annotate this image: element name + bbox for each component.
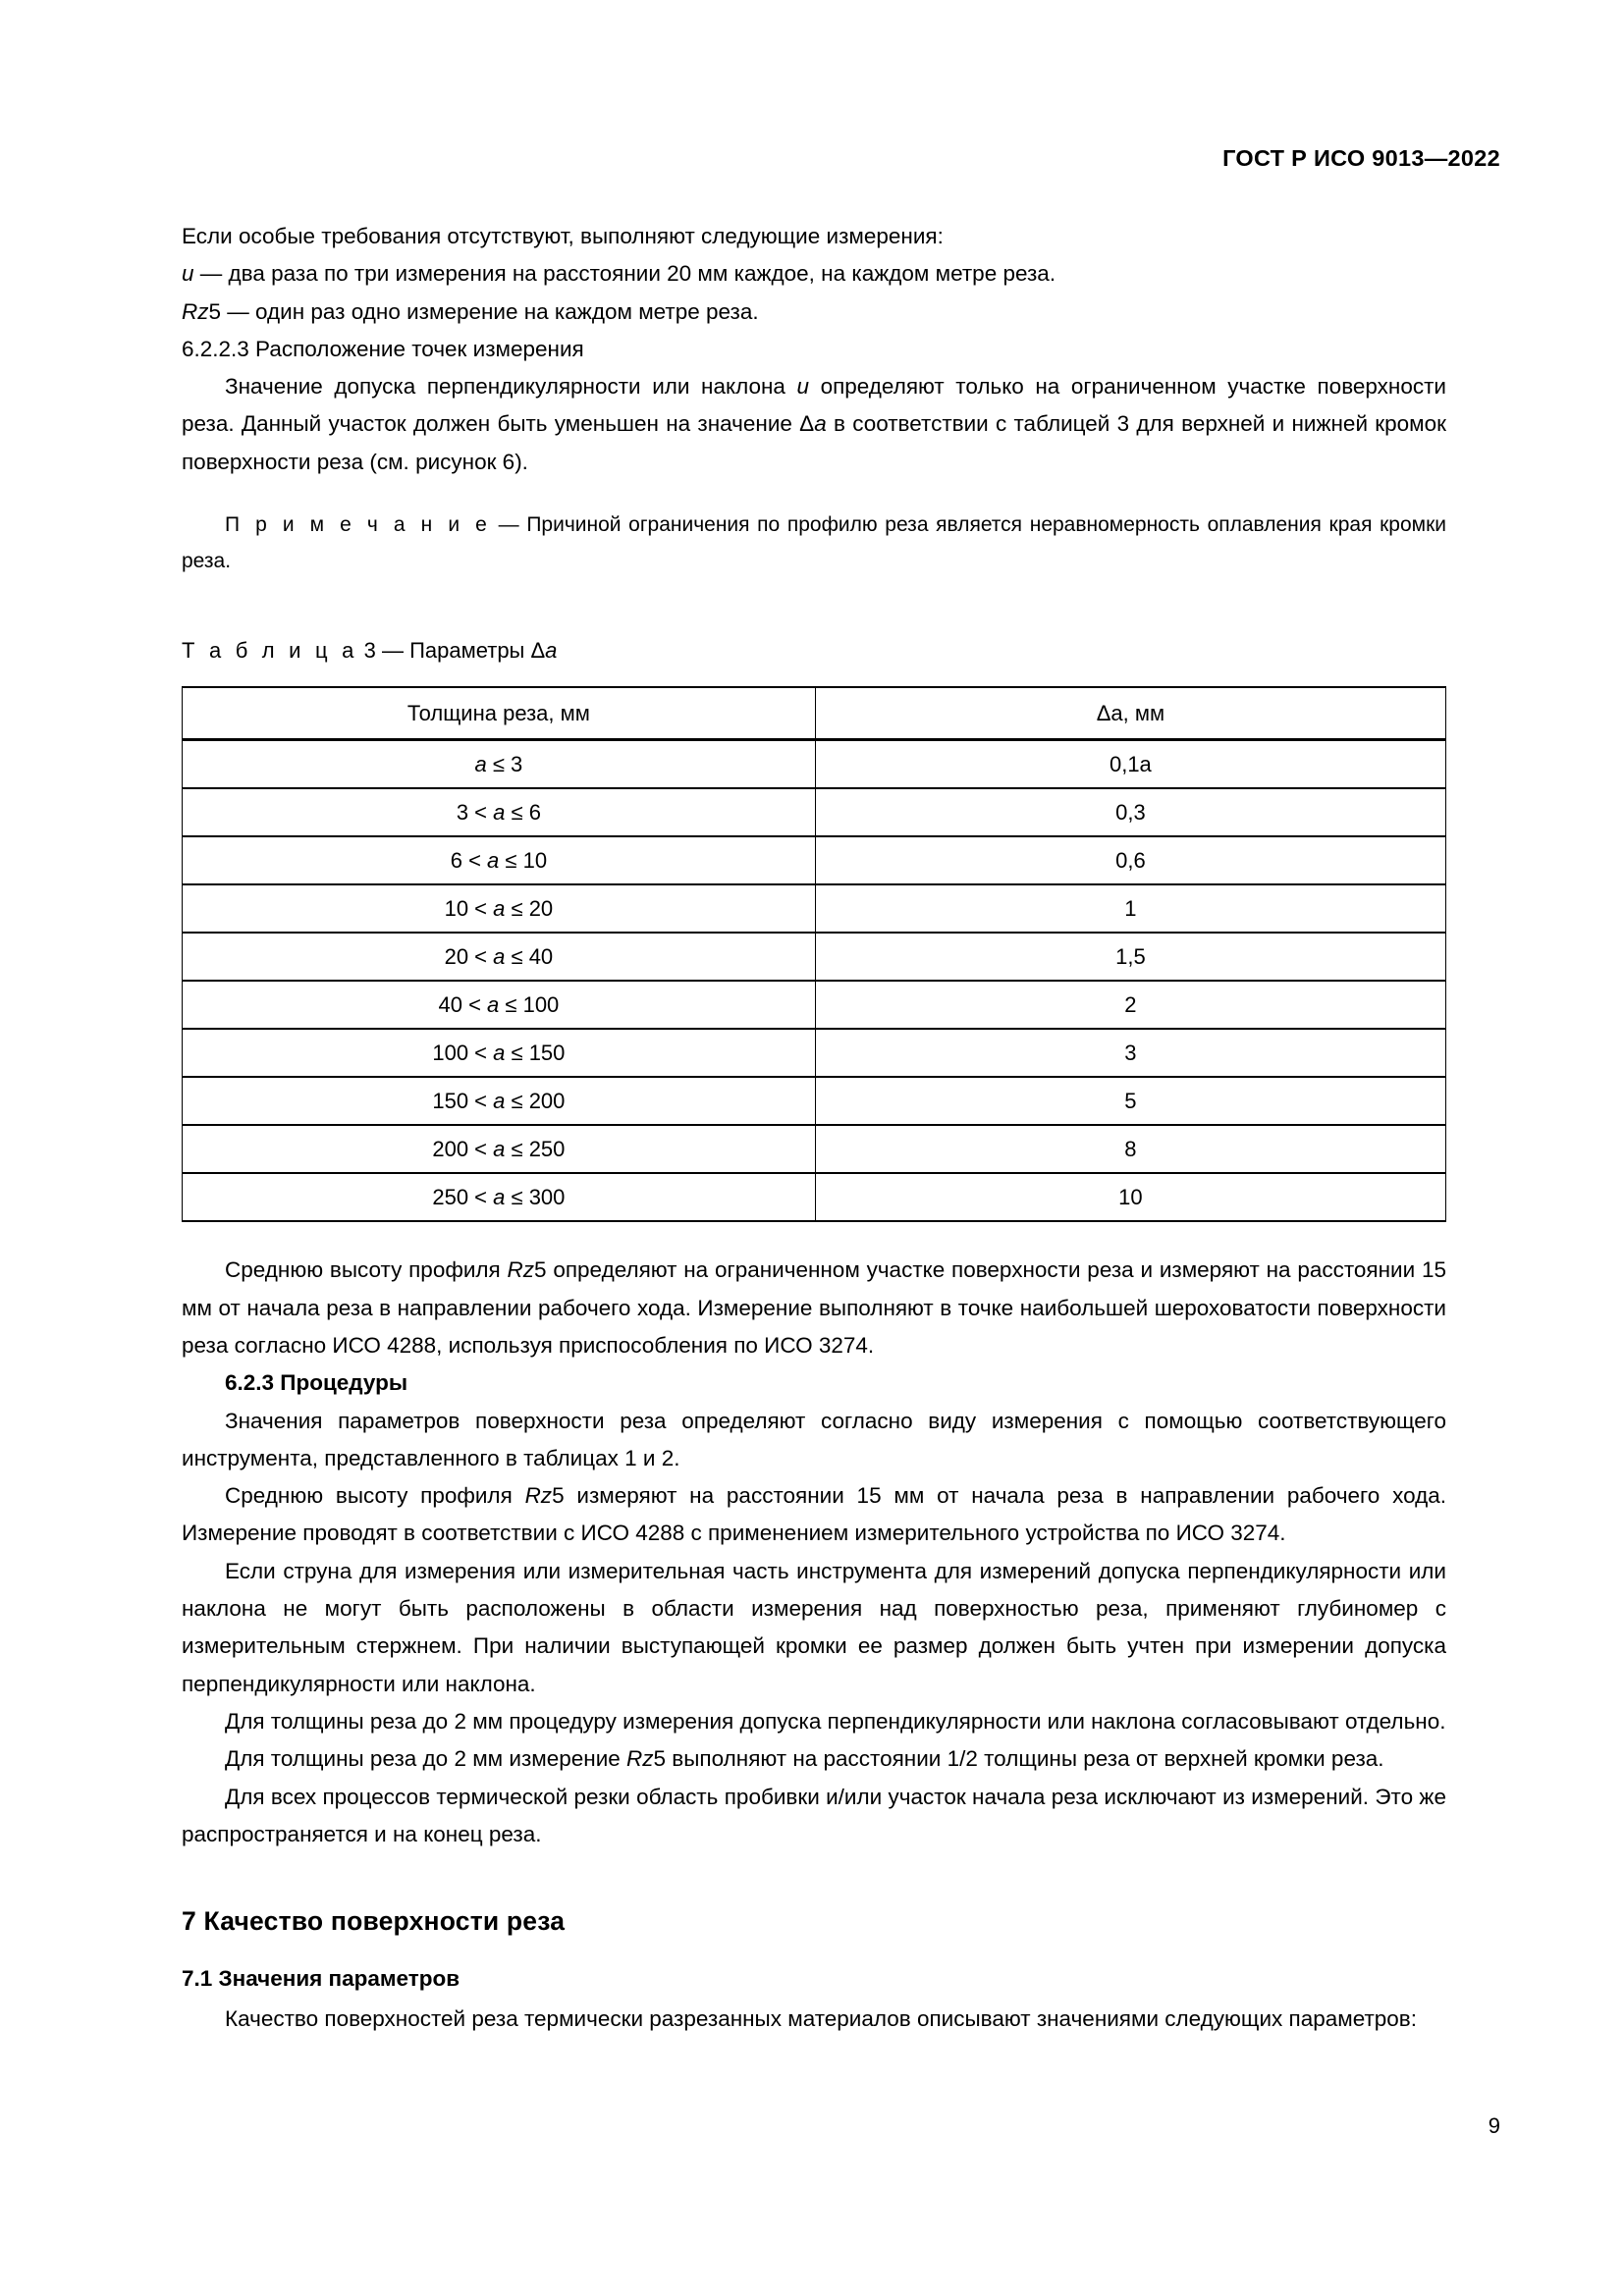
cell-thickness-post: ≤ 10	[499, 847, 548, 873]
spacer	[182, 1992, 1446, 2001]
clause-623-para4: Для толщины реза до 2 мм процедуру измерения допуска перпендикулярности или наклона согласовывают отдельно.	[225, 1708, 1446, 1734]
table-caption-label: Т а б л и ц а	[182, 638, 358, 664]
spacer	[182, 1937, 1446, 1966]
table-row	[183, 836, 1446, 884]
spacer	[182, 1853, 1446, 1906]
cell-thickness	[183, 740, 816, 788]
cell-thickness-post: ≤ 150	[505, 1040, 566, 1065]
cell-delta: 1	[815, 884, 1445, 933]
cell-delta: 2	[815, 981, 1445, 1029]
cell-thickness	[183, 981, 816, 1029]
section-71-paragraph: Качество поверхностей реза термически разрезанных материалов описывают значениями следующих параметров:	[225, 2006, 1418, 2032]
section-71-title: 7.1 Значения параметров	[182, 1966, 460, 1992]
clause-623-para3: Если струна для измерения или измерительная часть инструмента для измерений допуска перпендикулярности или наклона не могут быть расположены в области измерения над поверхностью реза, применяют глубиномер с измерительным стержнем. При наличии выступающей кромки ее размер должен быть учтен при измерении допуска перпендикулярности или наклона.	[182, 1558, 1446, 1696]
symbol-rz-suffix: 5	[208, 298, 222, 324]
table-caption	[182, 632, 1446, 669]
intro-lead: Если особые требования отсутствуют, выполняют следующие измерения:	[182, 224, 944, 248]
symbol-rz-inline: Rz	[524, 1483, 553, 1509]
cell-delta: 3	[815, 1029, 1445, 1077]
table-row	[183, 1125, 1446, 1173]
page-content	[182, 218, 1446, 2038]
cell-thickness-symbol: a	[493, 895, 506, 921]
after-table-post: 5 определяют на ограниченном участке поверхности реза и измеряют на расстоянии 15 мм от начала реза в направлении рабочего хода. Измерение выполняют в точке наибольшей шероховатости поверхности реза согласно ИСО 4288, используя приспособления по ИСО 3274.	[182, 1257, 1446, 1358]
intro-item-rz	[182, 294, 1446, 331]
cell-thickness	[183, 1125, 816, 1173]
cell-thickness-post: ≤ 3	[486, 751, 523, 776]
clause-623-para2	[182, 1477, 1446, 1553]
cell-thickness	[183, 788, 816, 836]
column-header-delta-a: Δa, мм	[815, 687, 1445, 739]
table-3-parameters	[182, 686, 1446, 1222]
clause-623-heading: 6.2.3 Процедуры	[225, 1370, 408, 1396]
note-text: Причиной ограничения по профилю реза является неравномерность оплавления края кромки реза.	[182, 513, 1447, 573]
page-number: 9	[1488, 2113, 1500, 2138]
cell-thickness-pre: 200 <	[432, 1136, 494, 1161]
cell-thickness-post: ≤ 100	[499, 991, 560, 1017]
note-dash: —	[491, 513, 527, 537]
cell-thickness-symbol: a	[493, 1184, 506, 1209]
running-header: ГОСТ Р ИСО 9013—2022	[1222, 145, 1500, 171]
spacer	[182, 1222, 1446, 1252]
clause-6223-part3: в соответствии с таблицей 3 для верхней и нижней кромок поверхности реза (см. рисунок 6).	[182, 411, 1446, 474]
cell-thickness-symbol: a	[493, 1040, 506, 1065]
cell-thickness-post: ≤ 300	[505, 1184, 566, 1209]
cell-thickness-symbol: a	[487, 991, 500, 1017]
symbol-u: u	[182, 261, 194, 287]
table-body	[183, 740, 1446, 1221]
cell-thickness-symbol: a	[493, 1088, 506, 1113]
table-row	[183, 1173, 1446, 1221]
intro-item-u	[182, 255, 1446, 293]
clause-6223-paragraph	[182, 368, 1446, 481]
clause-623-para6: Для всех процессов термической резки область пробивки и/или участок начала реза исключают из измерений. Это же распространяется и на конец реза.	[182, 1784, 1446, 1846]
cell-thickness-pre: 150 <	[432, 1088, 494, 1113]
after-table-pre: Среднюю высоту профиля	[225, 1257, 508, 1283]
cell-delta: 8	[815, 1125, 1445, 1173]
cell-delta: 0,1a	[815, 740, 1445, 788]
cell-thickness-post: ≤ 200	[505, 1088, 566, 1113]
cell-thickness	[183, 836, 816, 884]
table-row	[183, 981, 1446, 1029]
cell-thickness-post: ≤ 250	[505, 1136, 566, 1161]
cell-thickness-pre: 3 <	[456, 799, 494, 825]
intro-item-u-text: — два раза по три измерения на расстоянии 20 мм каждое, на каждом метре реза.	[193, 261, 1056, 287]
note-label: П р и м е ч а н и е	[225, 513, 491, 537]
cell-thickness	[183, 1173, 816, 1221]
table-row	[183, 788, 1446, 836]
clause-623-para2-pre: Среднюю высоту профиля	[225, 1483, 525, 1509]
clause-623-para5-pre: Для толщины реза до 2 мм измерение	[225, 1746, 627, 1772]
table-caption-symbol: a	[545, 638, 558, 664]
cell-thickness-symbol: a	[493, 1136, 506, 1161]
cell-thickness-pre: 10 <	[444, 895, 494, 921]
cell-thickness-pre: 40 <	[438, 991, 488, 1017]
symbol-a-inline: a	[814, 411, 827, 437]
cell-delta: 5	[815, 1077, 1445, 1125]
symbol-rz-inline: Rz	[626, 1746, 654, 1772]
cell-thickness-post: ≤ 6	[505, 799, 541, 825]
table-header-row	[183, 687, 1446, 739]
cell-delta: 10	[815, 1173, 1445, 1221]
clause-623-para2-post: 5 измеряют на расстоянии 15 мм от начала реза в направлении рабочего хода. Измерение проводят в соответствии с ИСО 4288 с применением измерительного устройства по ИСО 3274.	[182, 1483, 1446, 1546]
after-table-paragraph	[182, 1252, 1446, 1364]
clause-623-para5	[182, 1740, 1446, 1778]
cell-thickness-pre: 250 <	[432, 1184, 494, 1209]
clause-6223-part1: Значение допуска перпендикулярности или наклона	[225, 374, 797, 400]
cell-thickness-post: ≤ 20	[505, 895, 554, 921]
cell-thickness-symbol: a	[487, 847, 500, 873]
cell-thickness	[183, 933, 816, 981]
clause-6223-heading: 6.2.2.3 Расположение точек измерения	[182, 336, 584, 361]
cell-thickness	[183, 1077, 816, 1125]
table-row	[183, 740, 1446, 788]
cell-thickness-post: ≤ 40	[505, 943, 554, 969]
cell-thickness	[183, 884, 816, 933]
cell-delta: 0,3	[815, 788, 1445, 836]
cell-thickness-pre: 6 <	[450, 847, 488, 873]
symbol-rz: Rz	[182, 298, 209, 324]
cell-delta: 0,6	[815, 836, 1445, 884]
cell-thickness-symbol: a	[493, 799, 506, 825]
cell-delta: 1,5	[815, 933, 1445, 981]
table-head	[183, 687, 1446, 740]
note-paragraph	[182, 507, 1446, 579]
cell-thickness-symbol: a	[474, 751, 487, 776]
intro-item-rz-text: — один раз одно измерение на каждом метре реза.	[221, 298, 759, 324]
cell-thickness-pre: 20 <	[444, 943, 494, 969]
cell-thickness	[183, 1029, 816, 1077]
clause-623-para5-post: 5 выполняют на расстоянии 1/2 толщины реза от верхней кромки реза.	[653, 1746, 1384, 1772]
table-row	[183, 933, 1446, 981]
table-caption-number: 3 — Параметры Δ	[357, 638, 546, 664]
spacer	[182, 579, 1446, 632]
clause-623-para1: Значения параметров поверхности реза определяют согласно виду измерения с помощью соответствующего инструмента, представленного в таблицах 1 и 2.	[182, 1408, 1446, 1470]
column-header-thickness: Толщина реза, мм	[183, 687, 816, 739]
symbol-u-inline: u	[796, 374, 809, 400]
symbol-rz-inline: Rz	[507, 1257, 535, 1283]
section-7-title: 7 Качество поверхности реза	[182, 1906, 566, 1937]
cell-thickness-pre: 100 <	[432, 1040, 494, 1065]
table-row	[183, 1077, 1446, 1125]
table-row	[183, 884, 1446, 933]
clause-6223-part2: определяют только на ограниченном участке поверхности реза. Данный участок должен быть уменьшен на значение Δ	[182, 374, 1446, 437]
table-row	[183, 1029, 1446, 1077]
cell-thickness-symbol: a	[493, 943, 506, 969]
